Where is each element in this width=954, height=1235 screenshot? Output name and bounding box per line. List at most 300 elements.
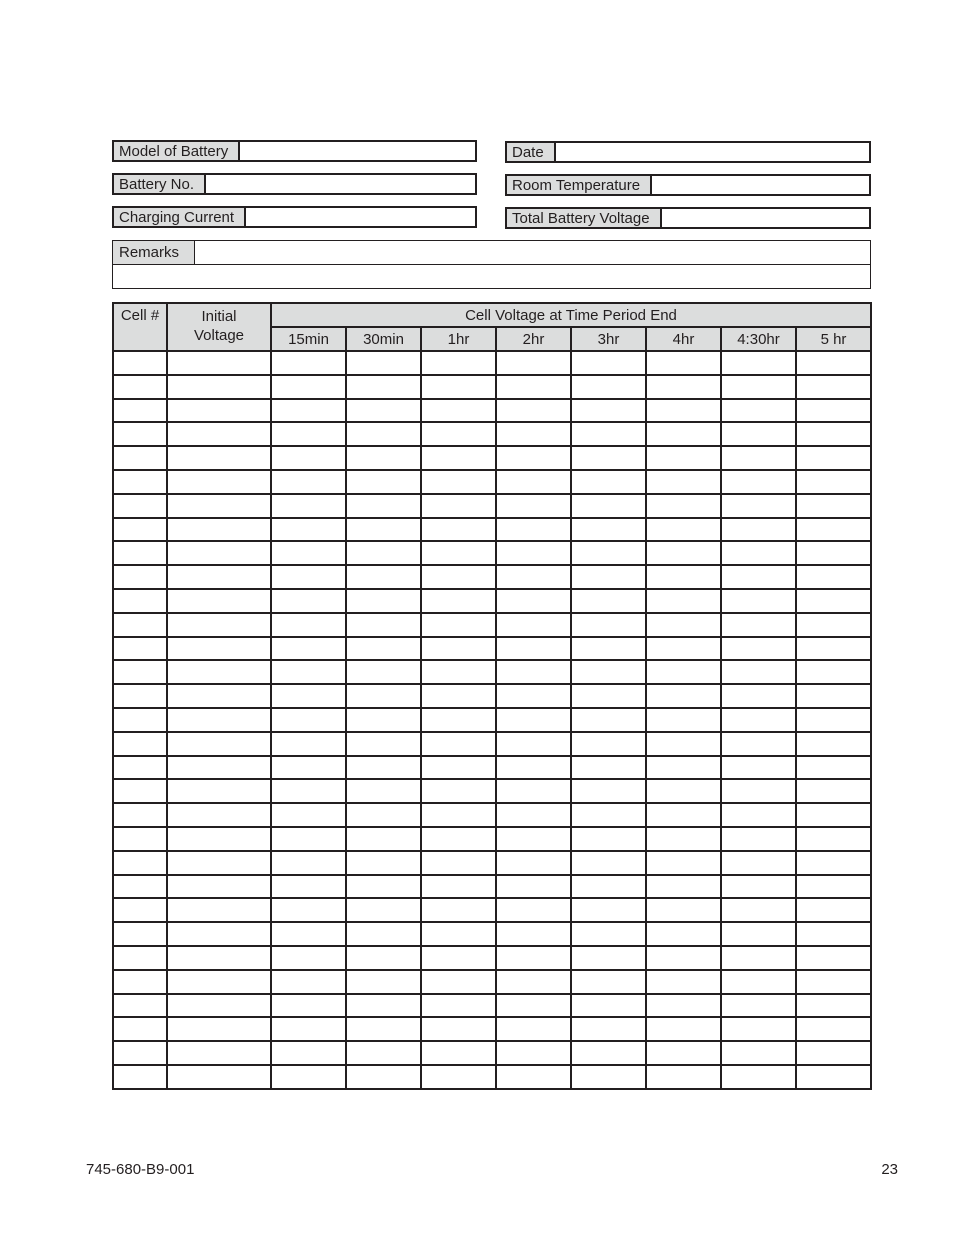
table-cell[interactable] [571,970,646,994]
table-cell[interactable] [271,470,346,494]
table-cell[interactable] [496,589,571,613]
table-cell[interactable] [796,1041,871,1065]
table-cell[interactable] [796,803,871,827]
table-cell[interactable] [113,422,167,446]
table-cell[interactable] [646,399,721,423]
table-cell[interactable] [496,1041,571,1065]
table-cell[interactable] [346,541,421,565]
table-cell[interactable] [167,922,271,946]
table-cell[interactable] [421,518,496,542]
table-cell[interactable] [421,589,496,613]
table-cell[interactable] [346,756,421,780]
table-cell[interactable] [271,684,346,708]
table-cell[interactable] [271,1041,346,1065]
model-of-battery-input[interactable] [240,142,475,160]
table-cell[interactable] [113,946,167,970]
charging-current-input[interactable] [246,208,475,226]
table-cell[interactable] [496,946,571,970]
table-cell[interactable] [167,1017,271,1041]
table-cell[interactable] [113,851,167,875]
table-cell[interactable] [167,1041,271,1065]
table-cell[interactable] [271,589,346,613]
table-cell[interactable] [646,898,721,922]
table-cell[interactable] [167,1065,271,1089]
table-cell[interactable] [721,779,796,803]
table-cell[interactable] [796,470,871,494]
table-cell[interactable] [571,470,646,494]
table-cell[interactable] [346,1017,421,1041]
table-cell[interactable] [113,375,167,399]
table-cell[interactable] [167,399,271,423]
table-cell[interactable] [167,446,271,470]
table-cell[interactable] [167,851,271,875]
table-cell[interactable] [346,875,421,899]
table-cell[interactable] [646,565,721,589]
table-cell[interactable] [571,518,646,542]
table-cell[interactable] [796,684,871,708]
table-cell[interactable] [721,994,796,1018]
table-cell[interactable] [571,708,646,732]
table-cell[interactable] [167,803,271,827]
table-cell[interactable] [421,946,496,970]
table-cell[interactable] [421,613,496,637]
table-cell[interactable] [721,970,796,994]
table-cell[interactable] [421,851,496,875]
table-cell[interactable] [721,756,796,780]
table-cell[interactable] [113,875,167,899]
table-cell[interactable] [113,684,167,708]
table-cell[interactable] [496,518,571,542]
table-cell[interactable] [571,756,646,780]
table-cell[interactable] [271,399,346,423]
table-cell[interactable] [571,422,646,446]
table-cell[interactable] [421,708,496,732]
table-cell[interactable] [167,494,271,518]
table-cell[interactable] [496,708,571,732]
table-cell[interactable] [796,494,871,518]
table-cell[interactable] [421,660,496,684]
table-cell[interactable] [271,922,346,946]
table-cell[interactable] [646,970,721,994]
table-cell[interactable] [496,613,571,637]
table-cell[interactable] [113,827,167,851]
table-cell[interactable] [496,399,571,423]
table-cell[interactable] [496,494,571,518]
table-cell[interactable] [167,732,271,756]
table-cell[interactable] [113,660,167,684]
table-cell[interactable] [421,994,496,1018]
table-cell[interactable] [271,446,346,470]
table-cell[interactable] [571,1017,646,1041]
total-battery-voltage-input[interactable] [662,209,869,227]
table-cell[interactable] [571,684,646,708]
table-cell[interactable] [796,351,871,375]
table-cell[interactable] [646,946,721,970]
table-cell[interactable] [721,803,796,827]
table-cell[interactable] [271,827,346,851]
table-cell[interactable] [421,898,496,922]
table-cell[interactable] [571,922,646,946]
table-cell[interactable] [721,375,796,399]
table-cell[interactable] [167,970,271,994]
table-cell[interactable] [271,375,346,399]
table-cell[interactable] [167,827,271,851]
table-cell[interactable] [421,375,496,399]
table-cell[interactable] [346,970,421,994]
table-cell[interactable] [421,875,496,899]
table-cell[interactable] [796,875,871,899]
table-cell[interactable] [796,779,871,803]
table-cell[interactable] [571,375,646,399]
table-cell[interactable] [346,1041,421,1065]
table-cell[interactable] [571,613,646,637]
table-cell[interactable] [113,1065,167,1089]
table-cell[interactable] [721,1065,796,1089]
table-cell[interactable] [721,518,796,542]
table-cell[interactable] [346,494,421,518]
table-cell[interactable] [571,589,646,613]
table-cell[interactable] [421,1017,496,1041]
table-cell[interactable] [167,946,271,970]
table-cell[interactable] [721,470,796,494]
table-cell[interactable] [796,732,871,756]
table-cell[interactable] [113,637,167,661]
table-cell[interactable] [421,1041,496,1065]
table-cell[interactable] [421,637,496,661]
table-cell[interactable] [496,756,571,780]
table-cell[interactable] [346,803,421,827]
table-cell[interactable] [167,613,271,637]
table-cell[interactable] [113,518,167,542]
table-cell[interactable] [721,422,796,446]
table-cell[interactable] [167,779,271,803]
table-cell[interactable] [346,779,421,803]
table-cell[interactable] [496,994,571,1018]
table-cell[interactable] [796,994,871,1018]
table-cell[interactable] [496,351,571,375]
table-cell[interactable] [346,732,421,756]
table-cell[interactable] [496,803,571,827]
table-cell[interactable] [113,994,167,1018]
table-cell[interactable] [113,779,167,803]
table-cell[interactable] [646,470,721,494]
remarks-input-line1[interactable] [195,241,870,264]
table-cell[interactable] [721,565,796,589]
table-cell[interactable] [167,708,271,732]
table-cell[interactable] [646,351,721,375]
table-cell[interactable] [167,565,271,589]
table-cell[interactable] [113,541,167,565]
table-cell[interactable] [646,422,721,446]
table-cell[interactable] [721,399,796,423]
table-cell[interactable] [167,351,271,375]
table-cell[interactable] [496,637,571,661]
table-cell[interactable] [721,613,796,637]
table-cell[interactable] [646,803,721,827]
table-cell[interactable] [646,827,721,851]
table-cell[interactable] [796,970,871,994]
table-cell[interactable] [796,565,871,589]
table-cell[interactable] [346,708,421,732]
table-cell[interactable] [796,756,871,780]
date-input[interactable] [556,143,869,161]
table-cell[interactable] [271,732,346,756]
table-cell[interactable] [571,660,646,684]
table-cell[interactable] [571,399,646,423]
table-cell[interactable] [346,518,421,542]
table-cell[interactable] [646,589,721,613]
table-cell[interactable] [496,970,571,994]
table-cell[interactable] [721,732,796,756]
table-cell[interactable] [421,541,496,565]
table-cell[interactable] [646,851,721,875]
table-cell[interactable] [721,708,796,732]
table-cell[interactable] [796,399,871,423]
table-cell[interactable] [421,970,496,994]
table-cell[interactable] [421,470,496,494]
table-cell[interactable] [346,851,421,875]
table-cell[interactable] [271,637,346,661]
table-cell[interactable] [346,399,421,423]
table-cell[interactable] [721,898,796,922]
table-cell[interactable] [167,875,271,899]
table-cell[interactable] [571,898,646,922]
table-cell[interactable] [167,637,271,661]
table-cell[interactable] [346,351,421,375]
table-cell[interactable] [113,803,167,827]
table-cell[interactable] [796,946,871,970]
table-cell[interactable] [421,756,496,780]
table-cell[interactable] [721,922,796,946]
table-cell[interactable] [796,637,871,661]
table-cell[interactable] [721,637,796,661]
table-cell[interactable] [271,851,346,875]
table-cell[interactable] [721,684,796,708]
table-cell[interactable] [646,1041,721,1065]
table-cell[interactable] [113,470,167,494]
table-cell[interactable] [496,922,571,946]
table-cell[interactable] [421,494,496,518]
table-cell[interactable] [113,589,167,613]
table-cell[interactable] [421,827,496,851]
table-cell[interactable] [346,375,421,399]
table-cell[interactable] [646,684,721,708]
table-cell[interactable] [271,970,346,994]
table-cell[interactable] [721,446,796,470]
table-cell[interactable] [113,351,167,375]
table-cell[interactable] [721,1041,796,1065]
table-cell[interactable] [167,684,271,708]
table-cell[interactable] [113,399,167,423]
table-cell[interactable] [571,541,646,565]
table-cell[interactable] [271,994,346,1018]
table-cell[interactable] [796,1017,871,1041]
table-cell[interactable] [646,375,721,399]
table-cell[interactable] [646,708,721,732]
table-cell[interactable] [346,684,421,708]
table-cell[interactable] [346,565,421,589]
table-cell[interactable] [113,732,167,756]
table-cell[interactable] [796,613,871,637]
table-cell[interactable] [271,779,346,803]
table-cell[interactable] [346,1065,421,1089]
table-cell[interactable] [346,898,421,922]
table-cell[interactable] [271,351,346,375]
table-cell[interactable] [571,1041,646,1065]
table-cell[interactable] [496,875,571,899]
table-cell[interactable] [271,898,346,922]
table-cell[interactable] [721,494,796,518]
table-cell[interactable] [271,494,346,518]
table-cell[interactable] [421,399,496,423]
table-cell[interactable] [167,589,271,613]
remarks-input-line2[interactable] [113,265,870,287]
table-cell[interactable] [113,494,167,518]
table-cell[interactable] [271,756,346,780]
table-cell[interactable] [421,565,496,589]
table-cell[interactable] [421,446,496,470]
table-cell[interactable] [571,851,646,875]
table-cell[interactable] [346,446,421,470]
table-cell[interactable] [646,446,721,470]
table-cell[interactable] [571,732,646,756]
table-cell[interactable] [346,589,421,613]
table-cell[interactable] [646,922,721,946]
table-cell[interactable] [113,1017,167,1041]
table-cell[interactable] [646,756,721,780]
table-cell[interactable] [721,541,796,565]
table-cell[interactable] [796,375,871,399]
table-cell[interactable] [796,541,871,565]
table-cell[interactable] [796,446,871,470]
table-cell[interactable] [721,875,796,899]
table-cell[interactable] [496,422,571,446]
table-cell[interactable] [496,470,571,494]
table-cell[interactable] [496,851,571,875]
table-cell[interactable] [271,875,346,899]
table-cell[interactable] [796,851,871,875]
table-cell[interactable] [167,756,271,780]
table-cell[interactable] [496,375,571,399]
table-cell[interactable] [346,613,421,637]
table-cell[interactable] [496,732,571,756]
table-cell[interactable] [421,732,496,756]
table-cell[interactable] [721,1017,796,1041]
table-cell[interactable] [113,970,167,994]
table-cell[interactable] [167,375,271,399]
table-cell[interactable] [421,922,496,946]
table-cell[interactable] [571,875,646,899]
table-cell[interactable] [571,803,646,827]
table-cell[interactable] [346,946,421,970]
table-cell[interactable] [271,946,346,970]
table-cell[interactable] [167,660,271,684]
table-cell[interactable] [113,446,167,470]
table-cell[interactable] [721,851,796,875]
table-cell[interactable] [571,351,646,375]
table-cell[interactable] [646,518,721,542]
table-cell[interactable] [271,518,346,542]
table-cell[interactable] [113,898,167,922]
table-cell[interactable] [421,351,496,375]
table-cell[interactable] [496,660,571,684]
table-cell[interactable] [271,541,346,565]
table-cell[interactable] [646,613,721,637]
table-cell[interactable] [271,422,346,446]
table-cell[interactable] [571,637,646,661]
table-cell[interactable] [796,922,871,946]
table-cell[interactable] [796,589,871,613]
table-cell[interactable] [271,708,346,732]
table-cell[interactable] [113,565,167,589]
table-cell[interactable] [796,1065,871,1089]
table-cell[interactable] [113,756,167,780]
table-cell[interactable] [346,660,421,684]
table-cell[interactable] [167,470,271,494]
table-cell[interactable] [113,708,167,732]
table-cell[interactable] [346,422,421,446]
table-cell[interactable] [167,541,271,565]
table-cell[interactable] [271,613,346,637]
table-cell[interactable] [796,708,871,732]
table-cell[interactable] [571,565,646,589]
table-cell[interactable] [571,779,646,803]
battery-no-input[interactable] [206,175,475,193]
table-cell[interactable] [167,518,271,542]
table-cell[interactable] [646,541,721,565]
table-cell[interactable] [571,994,646,1018]
table-cell[interactable] [346,922,421,946]
table-cell[interactable] [421,1065,496,1089]
table-cell[interactable] [646,494,721,518]
table-cell[interactable] [796,898,871,922]
table-cell[interactable] [721,589,796,613]
table-cell[interactable] [496,446,571,470]
table-cell[interactable] [796,422,871,446]
table-cell[interactable] [646,875,721,899]
table-cell[interactable] [421,684,496,708]
table-cell[interactable] [167,994,271,1018]
table-cell[interactable] [346,827,421,851]
table-cell[interactable] [721,351,796,375]
table-cell[interactable] [646,732,721,756]
table-cell[interactable] [646,779,721,803]
table-cell[interactable] [571,946,646,970]
table-cell[interactable] [496,684,571,708]
table-cell[interactable] [496,541,571,565]
table-cell[interactable] [796,660,871,684]
table-cell[interactable] [167,422,271,446]
table-cell[interactable] [571,494,646,518]
table-cell[interactable] [646,994,721,1018]
table-cell[interactable] [496,827,571,851]
table-cell[interactable] [346,637,421,661]
table-cell[interactable] [271,1017,346,1041]
room-temperature-input[interactable] [652,176,869,194]
table-cell[interactable] [571,446,646,470]
table-cell[interactable] [496,779,571,803]
table-cell[interactable] [271,565,346,589]
table-cell[interactable] [496,1065,571,1089]
table-cell[interactable] [271,660,346,684]
table-cell[interactable] [346,994,421,1018]
table-cell[interactable] [496,898,571,922]
table-cell[interactable] [421,422,496,446]
table-cell[interactable] [646,1065,721,1089]
table-cell[interactable] [571,1065,646,1089]
table-cell[interactable] [721,827,796,851]
table-cell[interactable] [113,1041,167,1065]
